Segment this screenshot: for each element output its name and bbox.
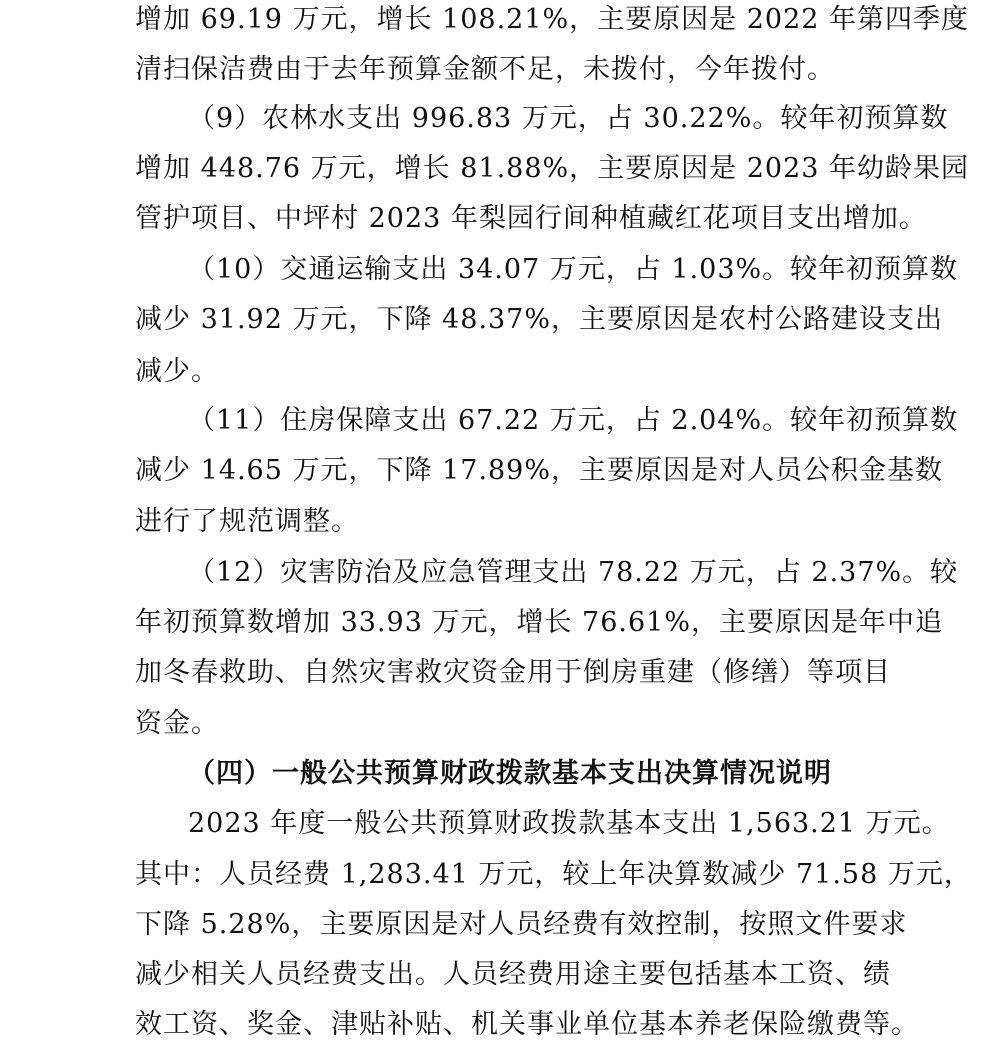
text-line: 减少相关人员经费支出。人员经费用途主要包括基本工资、绩 [135, 959, 891, 990]
text-line: 下降 5.28%，主要原因是对人员经费有效控制，按照文件要求 [135, 909, 908, 940]
text-line: 减少 14.65 万元，下降 17.89%，主要原因是对人员公积金基数 [135, 455, 943, 486]
text-line: 增加 448.76 万元，增长 81.88%，主要原因是 2023 年幼龄果园 [135, 153, 970, 184]
paragraph-start-line: （9）农林水支出 996.83 万元，占 30.22%。较年初预算数 [188, 103, 949, 134]
paragraph-start-line: 2023 年度一般公共预算财政拨款基本支出 1,563.21 万元。 [188, 808, 950, 839]
text-line: 增加 69.19 万元，增长 108.21%，主要原因是 2022 年第四季度 [135, 4, 970, 35]
text-line: 进行了规范调整。 [135, 506, 359, 537]
text-line: 年初预算数增加 33.93 万元，增长 76.61%，主要原因是年中追 [135, 607, 943, 638]
text-line: 其中：人员经费 1,283.41 万元，较上年决算数减少 71.58 万元， [135, 859, 972, 890]
text-line: 资金。 [135, 708, 219, 739]
paragraph-start-line: （10）交通运输支出 34.07 万元，占 1.03%。较年初预算数 [188, 254, 959, 285]
section-heading: （四）一般公共预算财政拨款基本支出决算情况说明 [188, 758, 832, 789]
paragraph-start-line: （11）住房保障支出 67.22 万元，占 2.04%。较年初预算数 [188, 405, 959, 436]
text-line: 清扫保洁费由于去年预算金额不足，未拨付，今年拨付。 [135, 54, 835, 85]
text-line: 管护项目、中坪村 2023 年梨园行间种植藏红花项目支出增加。 [135, 203, 927, 234]
text-line: 减少 31.92 万元，下降 48.37%，主要原因是农村公路建设支出 [135, 304, 943, 335]
text-line: 减少。 [135, 356, 219, 387]
text-line: 加冬春救助、自然灾害救灾资金用于倒房重建（修缮）等项目 [135, 657, 891, 688]
paragraph-start-line: （12）灾害防治及应急管理支出 78.22 万元，占 2.37%。较 [188, 557, 959, 588]
text-line: 效工资、奖金、津贴补贴、机关事业单位基本养老保险缴费等。 [135, 1009, 919, 1040]
